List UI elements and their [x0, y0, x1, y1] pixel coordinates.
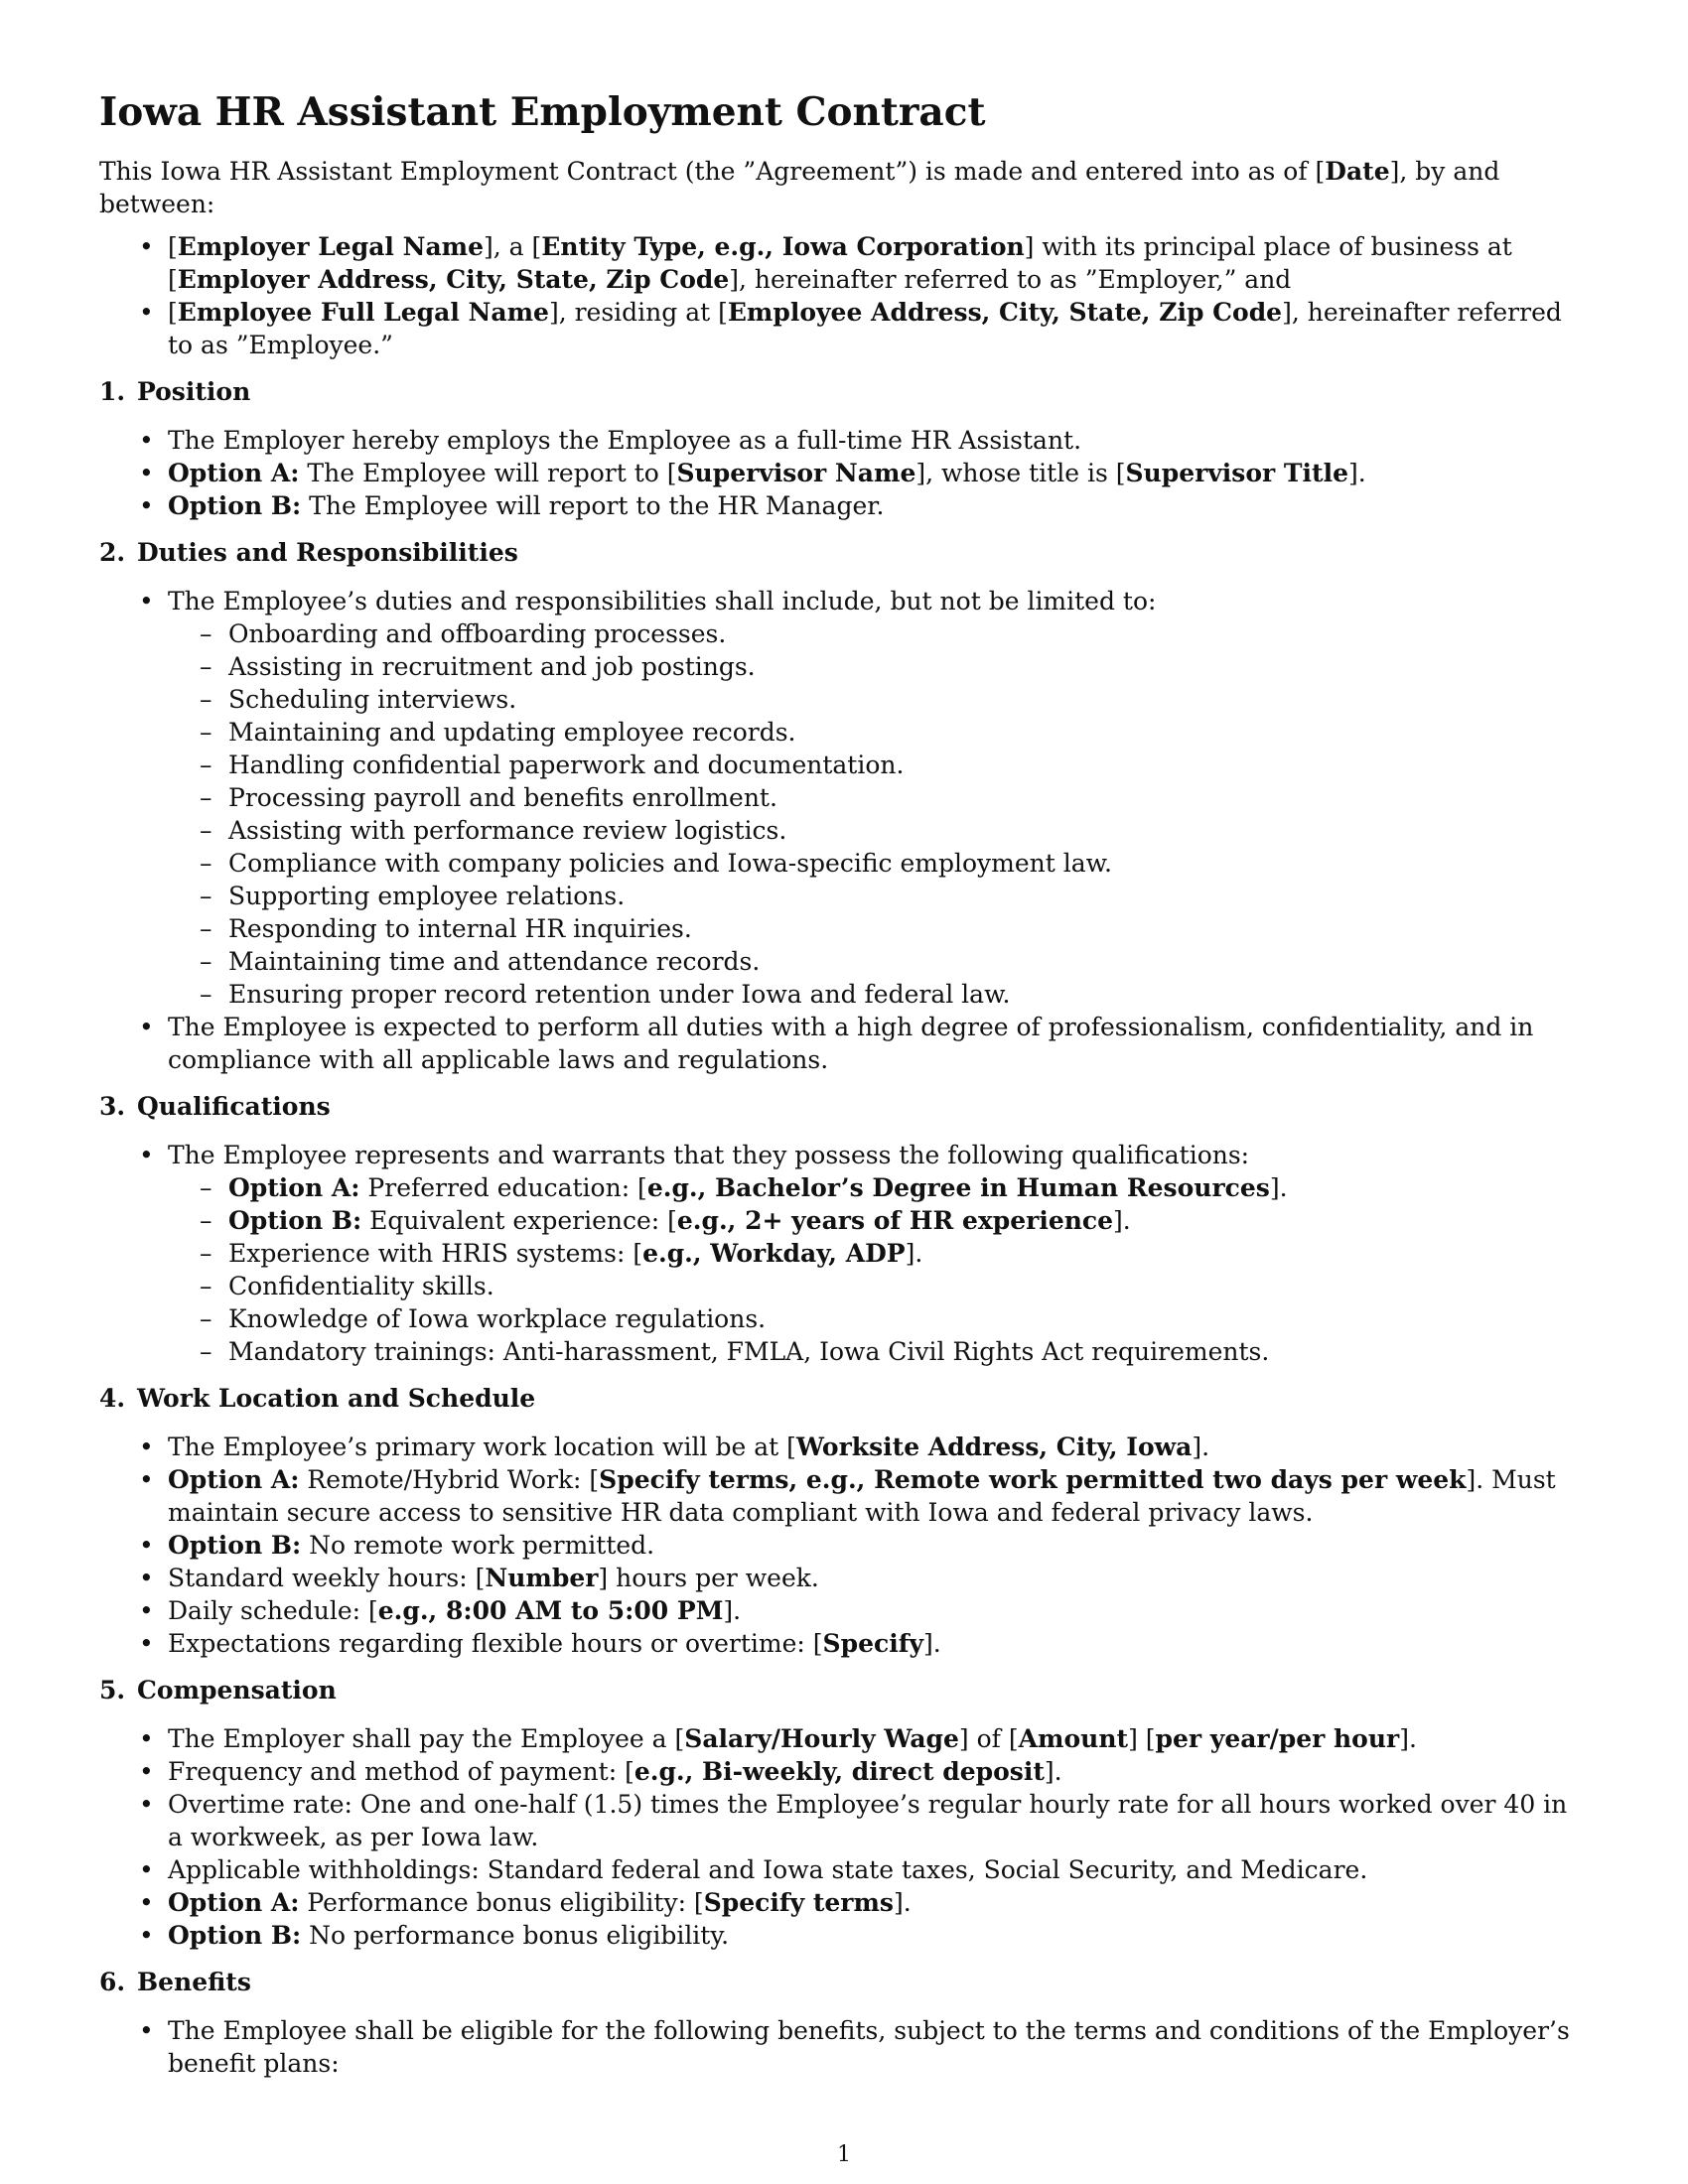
- text-run: ] [: [1128, 1724, 1156, 1753]
- section-heading: [99, 536, 1589, 569]
- text-run: Frequency and method of payment: [: [168, 1757, 634, 1786]
- text-run: The Employee’s duties and responsibilities shall include, but not be limited to:: [168, 587, 1157, 615]
- section-title: Work Location and Schedule: [137, 1384, 536, 1413]
- sub-list-item: [168, 749, 1589, 781]
- bold-text: Specify terms, e.g., Remote work permitted two days per week: [599, 1465, 1467, 1494]
- bold-text: Supervisor Title: [1125, 459, 1348, 487]
- bold-text: per year/per hour: [1155, 1724, 1400, 1753]
- sub-list-item: [168, 814, 1589, 847]
- text-run: ].: [723, 1596, 742, 1625]
- text-run: Scheduling interviews.: [228, 685, 517, 714]
- section-list: [99, 1139, 1589, 1368]
- text-run: Responding to internal HR inquiries.: [228, 914, 692, 943]
- section-number: 1.: [99, 377, 126, 406]
- text-run: ], residing at [: [548, 298, 728, 327]
- list-item: [99, 1139, 1589, 1368]
- text-run: ].: [905, 1239, 923, 1268]
- text-run: Preferred education: [: [359, 1173, 647, 1202]
- bold-text: Option A:: [168, 459, 300, 487]
- text-run: Maintaining time and attendance records.: [228, 947, 761, 976]
- text-run: ].: [1347, 459, 1366, 487]
- text-run: ], by and between:: [99, 157, 1500, 218]
- sub-list-item: [168, 683, 1589, 716]
- section-heading: [99, 1382, 1589, 1415]
- bold-text: Supervisor Name: [676, 459, 916, 487]
- section-number: 2.: [99, 538, 126, 567]
- text-run: [: [168, 298, 178, 327]
- bold-text: Entity Type, e.g., Iowa Corporation: [541, 232, 1025, 261]
- text-run: ], hereinafter referred to as ”Employee.”: [168, 298, 1562, 359]
- text-run: Ensuring proper record retention under Iowa and federal law.: [228, 980, 1011, 1009]
- bold-text: e.g., Bi-weekly, direct deposit: [633, 1757, 1045, 1786]
- section-heading: [99, 1674, 1589, 1706]
- text-run: ].: [1399, 1724, 1417, 1753]
- section-number: 5.: [99, 1676, 126, 1705]
- text-run: Daily schedule: [: [168, 1596, 378, 1625]
- list-item: [99, 1788, 1589, 1853]
- sub-list-item: [168, 1171, 1589, 1204]
- text-run: Performance bonus eligibility: [: [299, 1888, 704, 1917]
- party-item: [99, 230, 1589, 296]
- text-run: [: [168, 232, 178, 261]
- text-run: Knowledge of Iowa workplace regulations.: [228, 1304, 767, 1333]
- sections-container: [99, 375, 1589, 2080]
- text-run: Standard weekly hours: [: [168, 1564, 486, 1592]
- text-run: Assisting in recruitment and job postings.: [228, 652, 756, 681]
- bold-text: Specify: [822, 1629, 923, 1658]
- text-run: ].: [1044, 1757, 1062, 1786]
- section-list: [99, 1431, 1589, 1660]
- bold-text: Amount: [1018, 1724, 1129, 1753]
- text-run: Maintaining and updating employee records.: [228, 718, 796, 747]
- section-list: [99, 1722, 1589, 1952]
- sub-list-item: [168, 1204, 1589, 1237]
- section-number: 3.: [99, 1092, 126, 1121]
- bold-text: Employee Address, City, State, Zip Code: [727, 298, 1283, 327]
- section-title: Benefits: [137, 1968, 251, 1996]
- bold-text: Option B:: [168, 1921, 302, 1950]
- sub-list-item: [168, 912, 1589, 945]
- list-item: [99, 1755, 1589, 1788]
- bold-text: Number: [485, 1564, 599, 1592]
- bold-text: Date: [1325, 157, 1390, 186]
- text-run: ] hours per week.: [598, 1564, 819, 1592]
- text-run: Handling confidential paperwork and documentation.: [228, 751, 905, 779]
- list-item: [99, 1431, 1589, 1463]
- sub-list: [168, 1171, 1589, 1368]
- text-run: The Employee will report to the HR Manager.: [301, 491, 885, 520]
- text-run: Expectations regarding flexible hours or overtime: [: [168, 1629, 823, 1658]
- sub-list-item: [168, 1237, 1589, 1270]
- document-page: [99, 87, 1589, 2080]
- bold-text: Worksite Address, City, Iowa: [795, 1433, 1193, 1461]
- sub-list-item: [168, 880, 1589, 912]
- bold-text: Employer Address, City, State, Zip Code: [177, 265, 730, 294]
- section-heading: [99, 1090, 1589, 1123]
- bold-text: Option A:: [228, 1173, 360, 1202]
- section-title: Position: [137, 377, 251, 406]
- text-run: Compliance with company policies and Iowa-specific employment law.: [228, 849, 1113, 878]
- bold-text: Option B:: [228, 1206, 362, 1235]
- text-run: ] of [: [958, 1724, 1019, 1753]
- text-run: ].: [1113, 1206, 1131, 1235]
- bold-text: Specify terms: [703, 1888, 894, 1917]
- list-item: [99, 1627, 1589, 1660]
- text-run: Overtime rate: One and one-half (1.5) times the Employee’s regular hourly rate for all hours worked over 40 in a workweek, as per Iowa law.: [168, 1790, 1568, 1851]
- text-run: Mandatory trainings: Anti-harassment, FMLA, Iowa Civil Rights Act requirements.: [228, 1337, 1270, 1366]
- bold-text: Employee Full Legal Name: [177, 298, 549, 327]
- text-run: Processing payroll and benefits enrollment.: [228, 783, 777, 812]
- sub-list-item: [168, 617, 1589, 650]
- section-list: [99, 424, 1589, 522]
- list-item: [99, 489, 1589, 522]
- sub-list-item: [168, 781, 1589, 814]
- text-run: ].: [923, 1629, 941, 1658]
- section-number: 4.: [99, 1384, 126, 1413]
- text-run: ], a [: [484, 232, 542, 261]
- bold-text: Option A:: [168, 1465, 300, 1494]
- sub-list: [168, 617, 1589, 1011]
- list-item: [99, 585, 1589, 1011]
- text-run: ].: [1269, 1173, 1288, 1202]
- text-run: Experience with HRIS systems: [: [228, 1239, 643, 1268]
- list-item: [99, 1011, 1589, 1076]
- bold-text: Employer Legal Name: [177, 232, 485, 261]
- text-run: The Employer hereby employs the Employee as a full-time HR Assistant.: [168, 426, 1082, 455]
- bold-text: e.g., Workday, ADP: [642, 1239, 906, 1268]
- text-run: The Employee shall be eligible for the following benefits, subject to the terms and conditions of the Employer’s benefit plans:: [168, 2016, 1570, 2078]
- section-heading: [99, 375, 1589, 408]
- text-run: Confidentiality skills.: [228, 1272, 494, 1300]
- sub-list-item: [168, 945, 1589, 978]
- section-list: [99, 2014, 1589, 2080]
- text-run: ]. Must maintain secure access to sensitive HR data compliant with Iowa and federal privacy laws.: [168, 1465, 1556, 1527]
- list-item: [99, 1594, 1589, 1627]
- bold-text: e.g., 2+ years of HR experience: [676, 1206, 1114, 1235]
- text-run: Supporting employee relations.: [228, 882, 626, 910]
- sub-list-item: [168, 978, 1589, 1011]
- list-item: [99, 1886, 1589, 1919]
- bold-text: Option A:: [168, 1888, 300, 1917]
- text-run: Applicable withholdings: Standard federal and Iowa state taxes, Social Security, and Medicare.: [168, 1855, 1368, 1884]
- list-item: [99, 1463, 1589, 1529]
- list-item: [99, 457, 1589, 489]
- list-item: [99, 1529, 1589, 1562]
- section-title: Qualifications: [137, 1092, 331, 1121]
- sub-list-item: [168, 1270, 1589, 1302]
- intro-paragraph: [99, 155, 1589, 220]
- bold-text: Option B:: [168, 491, 302, 520]
- section-title: Duties and Responsibilities: [137, 538, 518, 567]
- sub-list-item: [168, 1335, 1589, 1368]
- bold-text: Option B:: [168, 1531, 302, 1560]
- party-item: [99, 296, 1589, 361]
- list-item: [99, 1722, 1589, 1755]
- bold-text: e.g., Bachelor’s Degree in Human Resources: [646, 1173, 1270, 1202]
- text-run: ].: [893, 1888, 912, 1917]
- text-run: No remote work permitted.: [301, 1531, 655, 1560]
- text-run: The Employer shall pay the Employee a [: [168, 1724, 685, 1753]
- section-number: 6.: [99, 1968, 126, 1996]
- page-number: 1: [837, 2142, 851, 2167]
- document-title: Iowa HR Assistant Employment Contract: [99, 89, 986, 135]
- text-run: The Employee is expected to perform all duties with a high degree of professionalism, confidentiality, and in compliance with all applicable laws and regulations.: [168, 1013, 1534, 1074]
- list-item: [99, 1853, 1589, 1886]
- text-run: Assisting with performance review logistics.: [228, 816, 787, 845]
- text-run: The Employee represents and warrants that they possess the following qualifications:: [168, 1141, 1250, 1169]
- text-run: The Employee will report to [: [299, 459, 677, 487]
- sub-list-item: [168, 650, 1589, 683]
- bold-text: Salary/Hourly Wage: [684, 1724, 959, 1753]
- sub-list-item: [168, 1302, 1589, 1335]
- section-heading: [99, 1966, 1589, 1998]
- section-title: Compensation: [137, 1676, 337, 1705]
- text-run: Equivalent experience: [: [361, 1206, 677, 1235]
- section-list: [99, 585, 1589, 1076]
- parties-list: [99, 230, 1589, 361]
- list-item: [99, 1919, 1589, 1952]
- text-run: No performance bonus eligibility.: [301, 1921, 730, 1950]
- sub-list-item: [168, 847, 1589, 880]
- list-item: [99, 424, 1589, 457]
- text-run: ].: [1192, 1433, 1210, 1461]
- bold-text: e.g., 8:00 AM to 5:00 PM: [377, 1596, 724, 1625]
- text-run: ], hereinafter referred to as ”Employer,” and: [729, 265, 1292, 294]
- list-item: [99, 1562, 1589, 1594]
- text-run: This Iowa HR Assistant Employment Contract (the ”Agreement”) is made and entered into as of [: [99, 157, 1326, 186]
- text-run: ], whose title is [: [915, 459, 1126, 487]
- text-run: Remote/Hybrid Work: [: [299, 1465, 600, 1494]
- text-run: Onboarding and offboarding processes.: [228, 619, 727, 648]
- text-run: The Employee’s primary work location will be at [: [168, 1433, 796, 1461]
- text-run: ] with its principal place of business at [: [168, 232, 1512, 294]
- list-item: [99, 2014, 1589, 2080]
- sub-list-item: [168, 716, 1589, 749]
